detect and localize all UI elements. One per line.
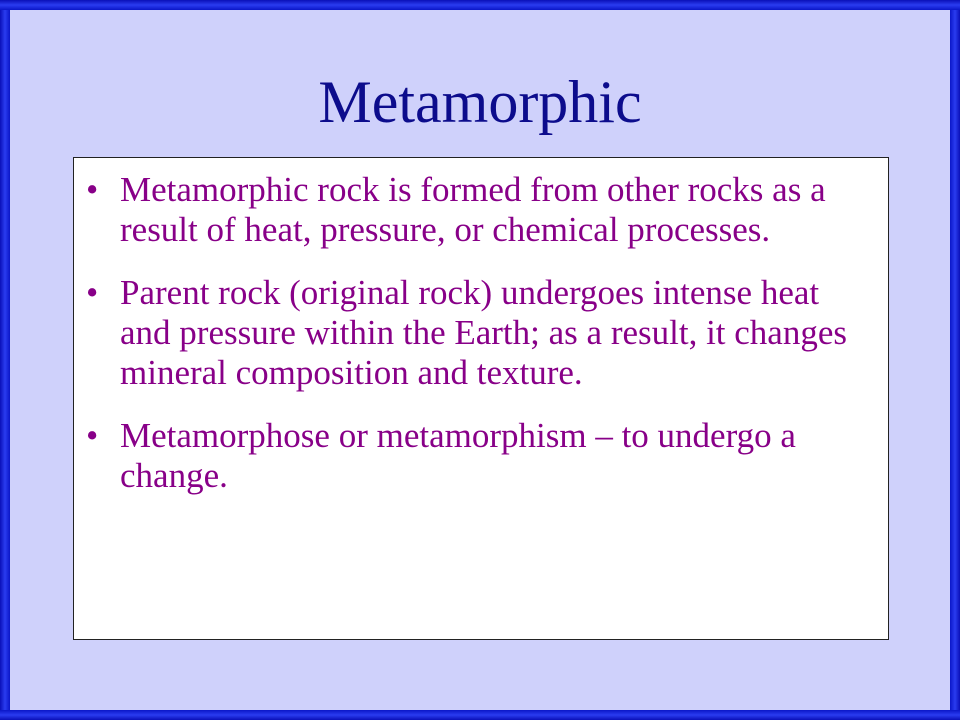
content-box: [73, 157, 889, 640]
bullet-text: Metamorphic rock is formed from other rocks as a result of heat, pressure, or chemical processes.: [120, 170, 826, 249]
slide-title: Metamorphic: [318, 69, 642, 135]
bullet-text: Parent rock (original rock) undergoes intense heat and pressure within the Earth; as a result, it changes mineral composition and texture.: [120, 273, 848, 392]
bullet-text: Metamorphose or metamorphism – to undergo a change.: [120, 416, 796, 495]
bullet-list: [86, 170, 866, 519]
bullet-item: [86, 416, 866, 496]
bullet-icon: •: [86, 273, 99, 312]
bullet-item: [86, 170, 866, 250]
bullet-icon: •: [86, 416, 99, 455]
bullet-icon: •: [86, 170, 99, 209]
bullet-item: [86, 273, 866, 393]
